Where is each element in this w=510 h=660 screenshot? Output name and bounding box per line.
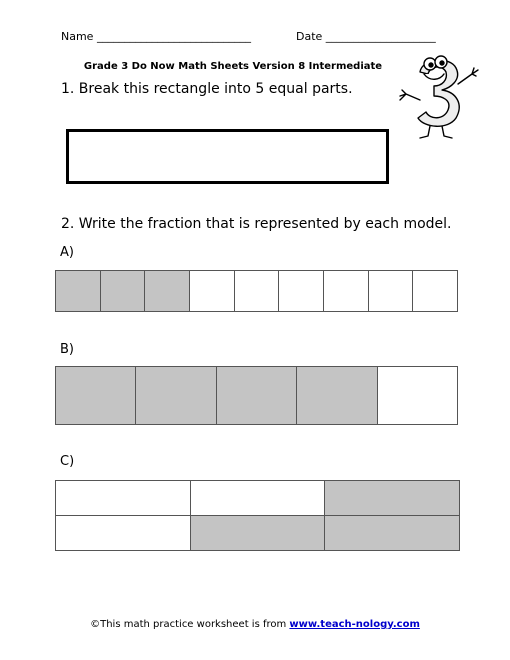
shaded-part [216, 367, 296, 424]
model-a-label: A) [60, 245, 74, 260]
shaded-part [325, 516, 460, 551]
name-field-label: Name ____________________________ [61, 30, 251, 43]
unshaded-part [191, 481, 326, 516]
unshaded-part [56, 516, 191, 551]
model-b-label: B) [60, 342, 74, 357]
footer-link[interactable]: www.teach-nology.com [289, 619, 420, 630]
unshaded-part [234, 271, 279, 311]
shaded-part [144, 271, 189, 311]
shaded-part [100, 271, 145, 311]
shaded-part [56, 271, 100, 311]
question-1-text: 1. Break this rectangle into 5 equal parts. [61, 81, 353, 97]
shaded-part [296, 367, 376, 424]
partition-rectangle[interactable] [66, 129, 389, 184]
shaded-part [325, 481, 460, 516]
date-field-label: Date ____________________ [296, 30, 436, 43]
unshaded-part [56, 481, 191, 516]
question-2-text: 2. Write the fraction that is represented by each model. [61, 216, 452, 232]
footer-credit [0, 619, 510, 630]
worksheet-title: Grade 3 Do Now Math Sheets Version 8 Intermediate [83, 61, 383, 72]
unshaded-part [368, 271, 413, 311]
model-c-label: C) [60, 454, 75, 469]
shaded-part [191, 516, 326, 551]
unshaded-part [278, 271, 323, 311]
shaded-part [56, 367, 135, 424]
model-b-fraction-bar [55, 366, 458, 425]
unshaded-part [377, 367, 457, 424]
unshaded-part [323, 271, 368, 311]
model-a-fraction-bar [55, 270, 458, 312]
footer-text: ©This math practice worksheet is from [90, 619, 290, 630]
unshaded-part [189, 271, 234, 311]
shaded-part [135, 367, 215, 424]
model-c-fraction-grid [55, 480, 460, 551]
unshaded-part [412, 271, 457, 311]
number-three-mascot-icon [394, 44, 486, 140]
